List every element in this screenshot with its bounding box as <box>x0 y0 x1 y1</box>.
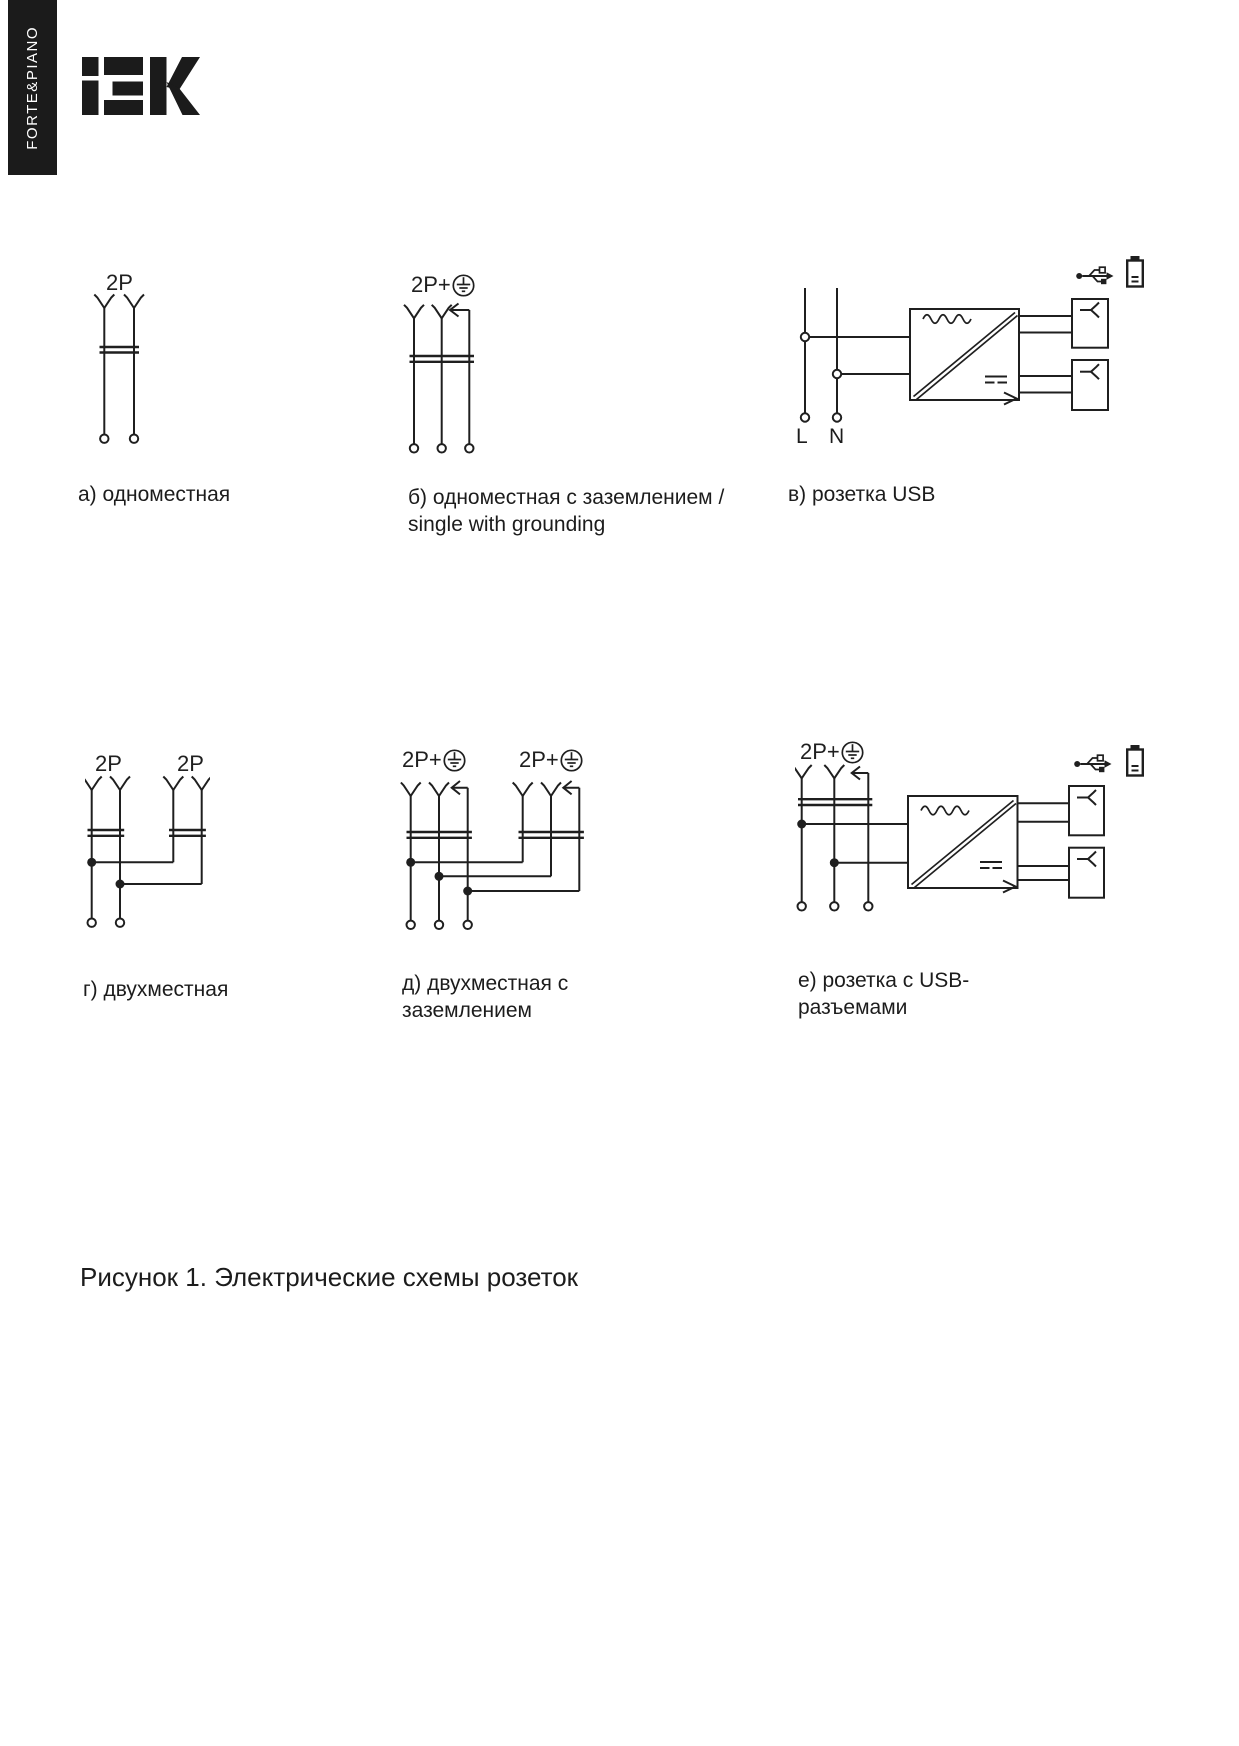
junction-dot <box>797 820 806 829</box>
terminal-circles <box>100 435 138 443</box>
terminal-circles <box>410 444 474 452</box>
diagram-b-label-line1: б) одноместная с заземлением / <box>408 486 725 509</box>
acdc-converter-box <box>908 796 1018 893</box>
series-tab <box>8 0 57 175</box>
terminal-N-label: N <box>829 425 845 448</box>
junction-dot <box>116 880 125 889</box>
diagram-d-label <box>402 970 568 1024</box>
diagram-b-label-line2: single with grounding <box>408 513 606 536</box>
diagram-g-annotation-right: 2P <box>177 751 204 776</box>
diagram-d-label-line1: д) двухместная с <box>402 972 569 995</box>
diagram-d-schematic <box>400 762 592 932</box>
junction-circle <box>801 333 809 341</box>
socket-contact-icon <box>401 783 561 797</box>
diagram-e-annotation-text: 2P+ <box>800 739 840 764</box>
junction-circle <box>833 370 841 378</box>
battery-icon <box>1126 745 1144 777</box>
ac-wave-icon <box>921 806 969 815</box>
dc-symbol-icon <box>985 377 1007 383</box>
terminal-L-label: L <box>796 425 808 448</box>
usb-port-box <box>1072 360 1108 410</box>
socket-contact-icon <box>795 765 844 778</box>
ac-wave-icon <box>923 315 971 324</box>
socket-contact-icon <box>404 305 452 319</box>
diagram-d-label-line2: заземлением <box>402 999 532 1022</box>
socket-contact-icon <box>94 295 144 309</box>
figure-caption: Рисунок 1. Электрические схемы розеток <box>80 1262 579 1292</box>
diagram-a-label: а) одноместная <box>78 483 231 506</box>
diagram-b-annotation-text: 2P+ <box>411 272 451 297</box>
diagram-b-schematic <box>400 295 485 455</box>
diagram-a-annotation: 2P <box>106 270 133 295</box>
terminal-circles <box>88 919 125 927</box>
diagram-e-label-line2: разъемами <box>798 996 908 1019</box>
diagram-g-label: г) двухместная <box>83 978 229 1001</box>
usb-port-box <box>1069 848 1104 898</box>
output-arrow-icon <box>1003 881 1016 893</box>
iek-logo-glyphs <box>82 57 200 115</box>
diagram-b-label <box>408 484 724 538</box>
diagram-d-annotation-right-text: 2P+ <box>519 747 559 772</box>
diagram-e-schematic <box>795 758 1117 913</box>
terminal-circles <box>801 413 841 421</box>
diagram-e-label-line1: е) розетка с USB- <box>798 969 970 992</box>
junction-dot <box>406 858 415 867</box>
acdc-converter-box <box>910 309 1019 405</box>
terminal-circles <box>798 902 873 910</box>
output-arrow-icon <box>1004 393 1017 405</box>
junction-dot <box>463 887 472 896</box>
junction-dot <box>830 858 839 867</box>
diagram-d-annotation-left-text: 2P+ <box>402 747 442 772</box>
ground-contact-icon <box>450 304 469 317</box>
series-label: FORTE&PIANO <box>24 25 41 150</box>
socket-contact-icon <box>85 777 210 791</box>
junction-dot <box>435 872 444 881</box>
diagram-g-schematic <box>85 770 210 930</box>
grounding-symbol-icon <box>452 274 475 297</box>
dc-symbol-icon <box>980 862 1002 868</box>
diagram-e-label <box>798 967 969 1021</box>
diagram-a-schematic <box>85 285 150 450</box>
usb-port-box <box>1072 299 1108 348</box>
socket-busbar <box>88 830 206 836</box>
ground-contact-icon <box>852 767 869 780</box>
diagram-g-annotation-left: 2P <box>95 751 122 776</box>
usb-port-box <box>1069 786 1104 835</box>
battery-icon <box>1126 256 1144 288</box>
socket-busbar <box>407 832 584 838</box>
iek-logo <box>82 57 200 115</box>
terminal-circles <box>407 921 472 929</box>
junction-dot <box>87 858 96 867</box>
diagram-v-schematic <box>793 280 1115 430</box>
diagram-v-label: в) розетка USB <box>788 483 936 506</box>
